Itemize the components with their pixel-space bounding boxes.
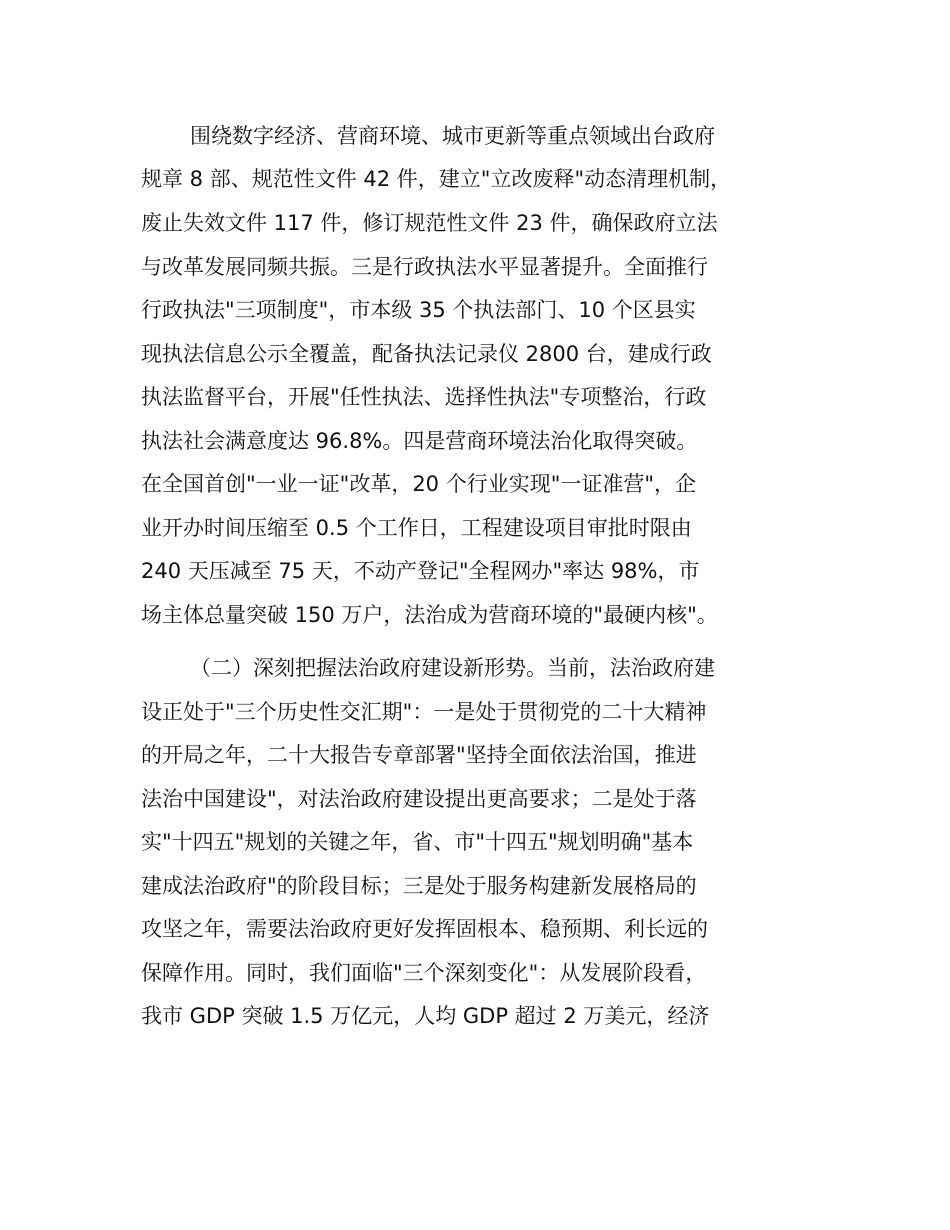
text-line-11: 240 天压减至 75 天，不动产登记"全程网办"率达 98%，市 bbox=[141, 559, 700, 583]
text-line-13: （二）深刻把握法治政府建设新形势。当前，法治政府建 bbox=[190, 656, 715, 680]
text-line-5: 行政执法"三项制度"，市本级 35 个执法部门、10 个区县实 bbox=[141, 298, 696, 322]
text-line-12: 场主体总量突破 150 万户，法治成为营商环境的"最硬内核"。 bbox=[141, 603, 718, 627]
text-line-4: 与改革发展同频共振。三是行政执法水平显著提升。全面推行 bbox=[141, 255, 708, 279]
text-line-18: 建成法治政府"的阶段目标；三是处于服务构建新发展格局的 bbox=[141, 874, 697, 898]
text-line-7: 执法监督平台，开展"任性执法、选择性执法"专项整治，行政 bbox=[141, 385, 707, 409]
text-line-14: 设正处于"三个历史性交汇期"：一是处于贯彻党的二十大精神 bbox=[141, 700, 707, 724]
text-line-20: 保障作用。同时，我们面临"三个深刻变化"：从发展阶段看， bbox=[141, 961, 707, 985]
text-line-10: 业开办时间压缩至 0.5 个工作日，工程建设项目审批时限由 bbox=[141, 516, 692, 540]
text-line-16: 法治中国建设"，对法治政府建设提出更高要求；二是处于落 bbox=[141, 787, 697, 811]
text-line-21: 我市 GDP 突破 1.5 万亿元，人均 GDP 超过 2 万美元，经济 bbox=[141, 1004, 710, 1028]
text-line-15: 的开局之年，二十大报告专章部署"坚持全面依法治国，推进 bbox=[141, 743, 697, 767]
text-line-1: 围绕数字经济、营商环境、城市更新等重点领域出台政府 bbox=[190, 124, 715, 148]
text-line-2: 规章 8 部、规范性文件 42 件，建立"立改废释"动态清理机制， bbox=[141, 167, 732, 191]
text-line-9: 在全国首创"一业一证"改革，20 个行业实现"一证准营"，企 bbox=[141, 472, 697, 496]
text-line-19: 攻坚之年，需要法治政府更好发挥固根本、稳预期、利长远的 bbox=[141, 917, 708, 941]
text-line-8: 执法社会满意度达 96.8%。四是营商环境法治化取得突破。 bbox=[141, 429, 698, 453]
text-line-17: 实"十四五"规划的关键之年，省、市"十四五"规划明确"基本 bbox=[141, 830, 694, 854]
text-line-3: 废止失效文件 117 件，修订规范性文件 23 件，确保政府立法 bbox=[141, 211, 718, 235]
text-line-6: 现执法信息公示全覆盖，配备执法记录仪 2800 台，建成行政 bbox=[141, 342, 712, 366]
